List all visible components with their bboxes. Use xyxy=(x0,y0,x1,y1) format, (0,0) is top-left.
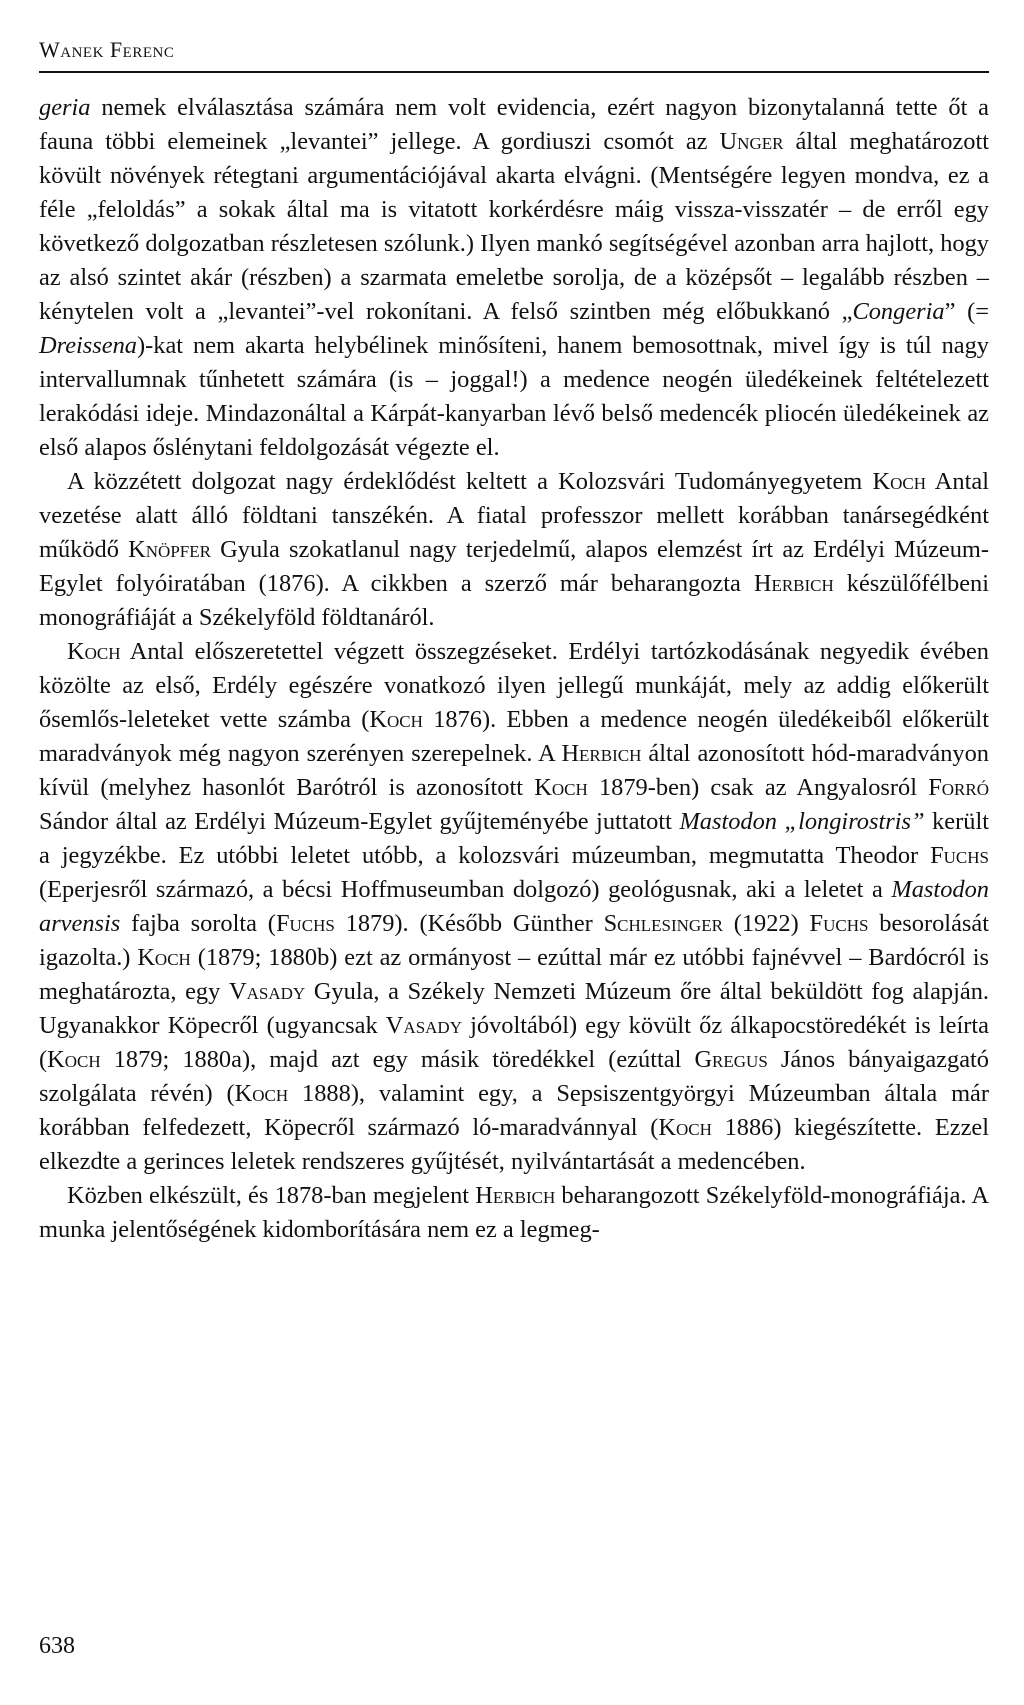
author-name: Forró xyxy=(928,774,989,801)
paragraph-2 xyxy=(39,465,989,635)
paragraph-3 xyxy=(39,635,989,1179)
author-name: Vasady xyxy=(385,1012,462,1039)
author-name: Herbich xyxy=(561,740,642,767)
text-run: 1879; 1880a), majd azt egy másik töredékkel (ezúttal xyxy=(100,1046,695,1073)
text-run: Sándor által az Erdélyi Múzeum-Egylet gyűjteményébe juttatott xyxy=(39,808,680,835)
text-run: 1879-ben) csak az Angyalosról xyxy=(587,774,929,801)
text-run: (1922) xyxy=(722,910,810,937)
text-run: )-kat nem akarta helybélinek minősíteni, hanem bemosottnak, mivel így is túl nagy intervallumnak tűnhetett számára (is – joggal!) a medence neogén üledékeinek feltételezett lerakódási ideje. Mindazonáltal a Kárpát-kanyarban lévő belső medencék pliocén üledékeinek az első alapos őslénytani feldolgozását végezte el. xyxy=(39,332,989,461)
paragraph-4 xyxy=(39,1179,989,1247)
author-name: Vasady xyxy=(228,978,306,1005)
text-run: 1888), valamint egy, a Sepsiszentgyörgyi Múzeumban általa már korábban felfedezett, Köpecről származó ló-maradvánnyal ( xyxy=(39,1080,990,1141)
text-run: Antal előszeretettel végzett összegzéseket. Erdélyi tartózkodásának negyedik évében közölte az első, Erdély egészére vonatkozó ilyen jellegű munkáját, mely az addig előkerült ősemlős-leleteket vette számba ( xyxy=(39,638,989,733)
author-name: Koch xyxy=(872,468,926,495)
author-name: Koch xyxy=(369,706,423,733)
paragraph-1 xyxy=(39,91,989,465)
italic-term: Dreissena xyxy=(39,332,138,359)
body-text xyxy=(39,91,989,1247)
text-run: Antal vezetése alatt álló földtani tanszékén. A fiatal professzor mellett korábban tanársegédként működő xyxy=(39,468,989,563)
text-run: (Eperjesről származó, a bécsi Hoffmuseumban dolgozó) geológusnak, aki a leletet a xyxy=(39,876,892,903)
text-run: Közben elkészült, és 1878-ban megjelent xyxy=(67,1182,476,1209)
author-name: Schlesinger xyxy=(603,910,723,937)
author-name: Koch xyxy=(534,774,588,801)
text-run: készülőfélbeni monográfiáját a Székelyföld földtanáról. xyxy=(39,570,989,631)
author-name: Fuchs xyxy=(930,842,989,869)
text-run: által meghatározott kövült növények rétegtani argumentációjával akarta elvágni. (Mentségére legyen mondva, ez a féle „feloldás” a sokak által ma is vitatott korkérdésre máig vissza-visszatér – de erről egy következő dolgozatban részletesen szólunk.) Ilyen mankó segítségével azonban arra hajlott, hogy az alsó szintet akár (részben) a szarmata emeletbe sorolja, de a középsőt – legalább részben – kénytelen volt a „levantei”-vel rokonítani. A felső szintben még előbukkanó „ xyxy=(39,128,990,325)
author-name: Fuchs xyxy=(809,910,869,937)
text-run: János bányaigazgató szolgálata révén) ( xyxy=(39,1046,990,1107)
text-run: Gyula, a Székely Nemzeti Múzeum őre által beküldött fog alapján. Ugyanakkor Köpecről (ugyancsak xyxy=(39,978,990,1039)
author-name: Herbich xyxy=(753,570,834,597)
text-run: besorolását igazolta.) xyxy=(39,910,989,971)
italic-term: geria xyxy=(39,94,91,121)
author-name: Koch xyxy=(47,1046,101,1073)
page-number: 638 xyxy=(39,1633,75,1659)
author-name: Fuchs xyxy=(275,910,335,937)
text-run: (1879; 1880b) ezt az ormányost – ezúttal már ez utóbbi fajnévvel – Bardócról is meghatározta, egy xyxy=(39,944,989,1005)
text-run: 1876). Ebben a medence neogén üledékeiből előkerült maradványok még nagyon szerényen szerepelnek. A xyxy=(39,706,989,767)
author-name: Gregus xyxy=(694,1046,768,1073)
author-name: Knöpfer xyxy=(128,536,211,563)
italic-term: Mastodon arvensis xyxy=(39,876,989,937)
header-rule xyxy=(39,71,989,73)
text-run: A közzétett dolgozat nagy érdeklődést keltett a Kolozsvári Tudományegyetem xyxy=(67,468,873,495)
author-name: Koch xyxy=(234,1080,289,1107)
italic-term: Mastodon „longirostris” xyxy=(679,808,925,835)
text-run: Gyula szokatlanul nagy terjedelmű, alapos elemzést írt az Erdélyi Múzeum-Egylet folyóiratában (1876). A cikkben a szerző már beharangozta xyxy=(39,536,989,597)
text-run: ” (= xyxy=(944,298,989,325)
author-name: Koch xyxy=(137,944,191,971)
text-run: fajba sorolta ( xyxy=(120,910,276,937)
text-run: 1886) kiegészítette. Ezzel elkezdte a gerinces leletek rendszeres gyűjtését, nyilvántartását a medencében. xyxy=(39,1114,989,1175)
author-name: Unger xyxy=(719,128,784,155)
running-head xyxy=(39,36,989,64)
author-name: Koch xyxy=(658,1114,712,1141)
author-name: Herbich xyxy=(475,1182,556,1209)
running-head-author: Wanek Ferenc xyxy=(39,37,175,62)
italic-term: Congeria xyxy=(852,298,945,325)
text-run: nemek elválasztása számára nem volt evidencia, ezért nagyon bizonytalanná tette őt a fauna többi elemeinek „levantei” jellege. A gordiuszi csomót az xyxy=(39,94,989,155)
author-name: Koch xyxy=(67,638,121,665)
text-run: 1879). (Később Günther xyxy=(334,910,604,937)
text-run: által azonosított hód-maradványon kívül (melyhez hasonlót Barótról is azonosított xyxy=(39,740,989,801)
text-run: jóvoltából) egy kövült őz álkapocstöredékét is leírta ( xyxy=(39,1012,989,1073)
text-run: került a jegyzékbe. Ez utóbbi leletet utóbb, a kolozsvári múzeumban, megmutatta Theodor xyxy=(39,808,989,869)
text-run: beharangozott Székelyföld-monográfiája. A munka jelentőségének kidomborítására nem ez a legmeg- xyxy=(39,1182,989,1243)
